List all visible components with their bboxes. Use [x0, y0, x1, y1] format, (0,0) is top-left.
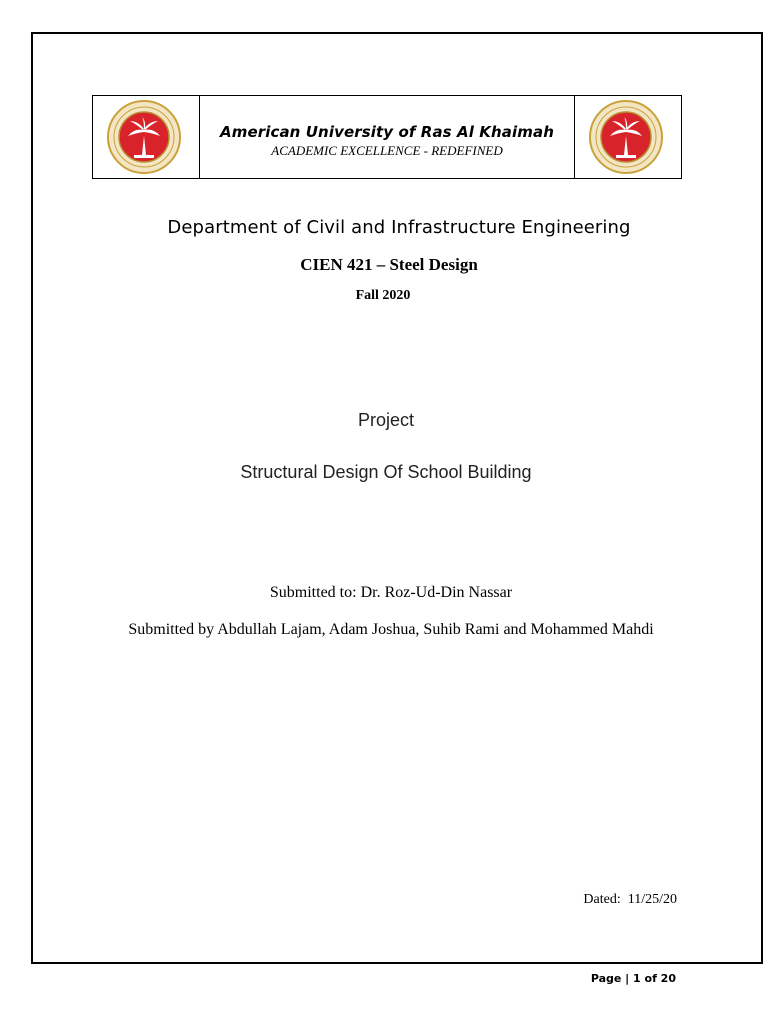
page-number: Page | 1 of 20 [590, 972, 676, 985]
university-seal-icon [107, 100, 181, 174]
header-logo-cell-right [574, 96, 681, 178]
header-logo-cell-left [93, 96, 200, 178]
letterhead-title [199, 96, 575, 178]
course-title: CIEN 421 – Steel Design [300, 255, 478, 274]
date-line: Dated: 11/25/20 [583, 892, 677, 907]
submitted-to: Submitted to: Dr. Roz-Ud-Din Nassar [269, 584, 513, 601]
university-tagline: ACADEMIC EXCELLENCE - REDEFINED [271, 143, 503, 158]
project-label: Project [357, 410, 415, 430]
university-name: American University of Ras Al Khaimah [220, 123, 554, 141]
submitted-by: Submitted by Abdullah Lajam, Adam Joshua, Suhib Rami and Mohammed Mahdi [128, 621, 654, 638]
letterhead [92, 95, 682, 179]
university-seal-icon [589, 100, 663, 174]
document-page [31, 32, 763, 985]
department-heading: Department of Civil and Infrastructure Engineering [167, 217, 631, 238]
project-title: Structural Design Of School Building [240, 462, 532, 482]
term-label: Fall 2020 [355, 288, 411, 303]
